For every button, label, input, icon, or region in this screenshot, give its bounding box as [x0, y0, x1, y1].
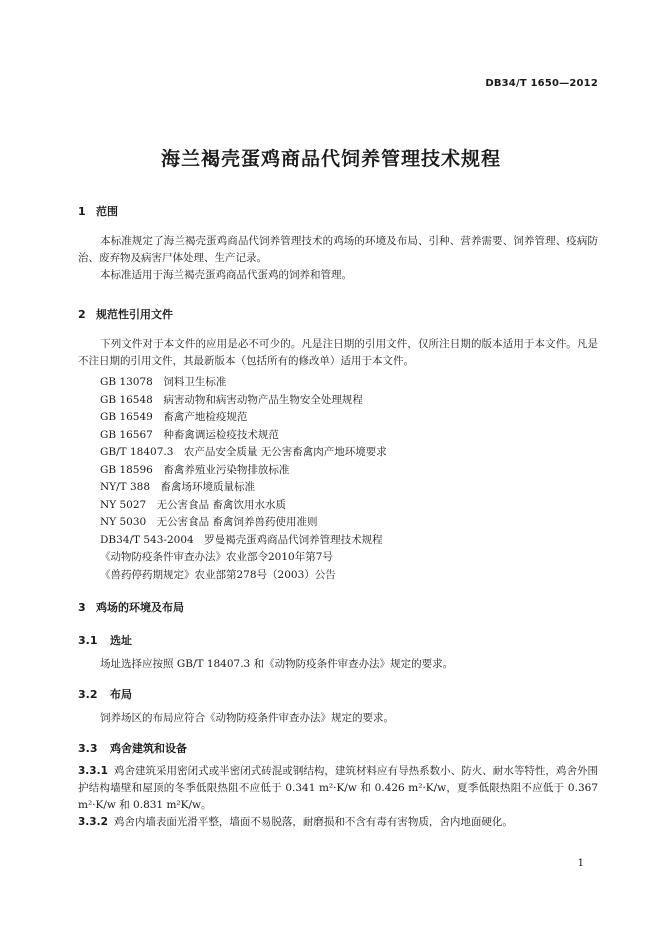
section-title: 鸡舍建筑和设备	[110, 742, 187, 755]
section-1-paragraph-2	[78, 267, 598, 284]
section-1-paragraph-1	[78, 233, 598, 267]
paragraph-text: 鸡舍建筑采用密闭式或半密闭式砖混或钢结构，建筑材料应有导热系数小、防火、耐水等特性，鸡舍外围护结构墙壁和屋顶的冬季低限热阻不应低于 0.341 m²·K/w 和 0.426 m²·K/w，夏季低限热阻不应低于 0.367 m²·K/w 和 0.831 m²K/w。	[78, 765, 598, 811]
section-title: 规范性引用文件	[96, 308, 173, 321]
section-number: 2	[78, 308, 86, 321]
reference-item: NY 5027 无公害食品 畜禽饮用水水质	[100, 498, 287, 511]
standard-number: DB34/T 1650—2012	[485, 78, 598, 89]
section-number: 3.1	[78, 634, 98, 647]
section-3-heading	[78, 599, 184, 615]
section-2-heading	[78, 306, 173, 322]
reference-item: GB 18596 畜禽养殖业污染物排放标准	[100, 463, 290, 476]
clause-number: 3.3.2	[78, 816, 108, 828]
section-title: 鸡场的环境及布局	[96, 601, 184, 614]
paragraph-text: 鸡舍内墙表面光滑平整，墙面不易脱落，耐磨损和不含有毒有害物质，舍内地面硬化。	[113, 816, 513, 828]
reference-item: GB 13078 饲料卫生标准	[100, 376, 227, 388]
clause-3-3-1	[78, 763, 598, 814]
section-3-2-heading	[78, 686, 132, 702]
reference-item: NY 5030 无公害食品 畜禽饲养兽药使用准则	[100, 516, 318, 528]
section-number: 3.3	[78, 742, 98, 755]
document-title: 海兰褐壳蛋鸡商品代饲养管理技术规程	[160, 148, 501, 170]
paragraph-text: 饲养场区的布局应符合《动物防疫条件审查办法》规定的要求。	[100, 712, 394, 724]
section-3-2-text	[78, 710, 598, 727]
reference-item: GB 16548 病害动物和病害动物产品生物安全处理规程	[100, 393, 363, 406]
paragraph-text: 本标准规定了海兰褐壳蛋鸡商品代饲养管理技术的鸡场的环境及布局、引种、营养需要、饲养管理、疫病防治、废弃物及病害尸体处理、生产记录。	[78, 235, 598, 264]
section-title: 布局	[110, 688, 132, 701]
section-3-1-text	[78, 656, 598, 673]
section-title: 选址	[110, 634, 132, 647]
section-3-1-heading	[78, 632, 132, 648]
reference-item: 《兽药停药期规定》农业部第278号（2003）公告	[100, 568, 336, 581]
section-1-heading	[78, 203, 118, 219]
section-number: 3	[78, 601, 86, 614]
page-number: 1	[577, 858, 584, 869]
clause-3-3-2	[78, 814, 598, 831]
normative-references-list	[100, 374, 387, 584]
reference-item: DB34/T 543-2004 罗曼褐壳蛋鸡商品代饲养管理技术规程	[100, 533, 383, 546]
paragraph-text: 本标准适用于海兰褐壳蛋鸡商品代蛋鸡的饲养和管理。	[100, 269, 352, 281]
clause-number: 3.3.1	[78, 765, 108, 777]
section-3-3-heading	[78, 740, 187, 756]
section-title: 范围	[96, 205, 118, 218]
reference-item: 《动物防疫条件审查办法》农业部令2010年第7号	[100, 551, 333, 563]
paragraph-text: 下列文件对于本文件的应用是必不可少的。凡是注日期的引用文件，仅所注日期的版本适用于本文件。凡是不注日期的引用文件，其最新版本（包括所有的修改单）适用于本文件。	[78, 338, 598, 367]
section-number: 1	[78, 205, 86, 218]
paragraph-text: 场址选择应按照 GB/T 18407.3 和《动物防疫条件审查办法》规定的要求。	[100, 658, 454, 670]
section-2-paragraph-1	[78, 336, 598, 370]
reference-item: GB 16567 种畜禽调运检疫技术规范	[100, 428, 279, 441]
section-number: 3.2	[78, 688, 98, 701]
reference-item: GB/T 18407.3 农产品安全质量 无公害畜禽肉产地环境要求	[100, 446, 387, 458]
reference-item: GB 16549 畜禽产地检疫规范	[100, 411, 248, 423]
reference-item: NY/T 388 畜禽场环境质量标准	[100, 481, 256, 493]
